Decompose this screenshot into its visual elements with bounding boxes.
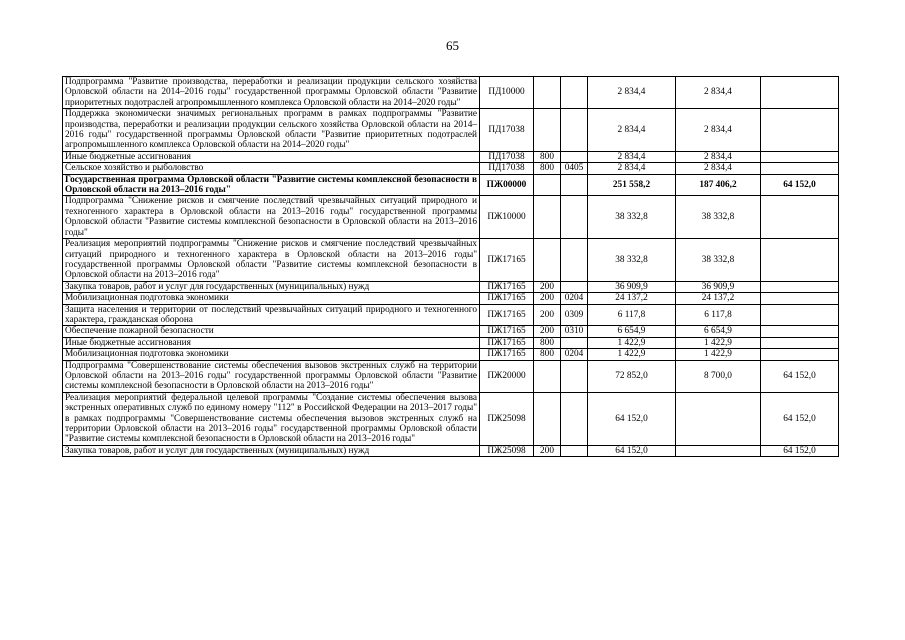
amount-regional: 24 137,2 xyxy=(676,293,761,304)
section-code xyxy=(561,337,588,348)
section-code xyxy=(561,239,588,282)
expense-type: 800 xyxy=(534,337,561,348)
expense-type: 800 xyxy=(534,163,561,174)
target-code: ПД17038 xyxy=(480,109,534,152)
table-row xyxy=(63,196,839,239)
row-description: Закупка товаров, работ и услуг для государственных (муниципальных) нужд xyxy=(63,445,480,456)
row-description: Мобилизационная подготовка экономики xyxy=(63,293,480,304)
expense-type xyxy=(534,196,561,239)
amount-total: 64 152,0 xyxy=(588,392,676,445)
table-row xyxy=(63,174,839,196)
amount-total: 1 422,9 xyxy=(588,337,676,348)
row-description: Подпрограмма "Совершенствование системы обеспечения вызовов экстренных служб на территории Орловской области на 2013–2016 годы" государственной программы Орловской области "Развитие системы комплексной безопасности в Орловской области на 2013–2016 годы" xyxy=(63,360,480,392)
amount-regional: 6 117,8 xyxy=(676,304,761,326)
row-description: Иные бюджетные ассигнования xyxy=(63,337,480,348)
table-row xyxy=(63,77,839,109)
amount-total: 2 834,4 xyxy=(588,109,676,152)
amount-regional: 38 332,8 xyxy=(676,196,761,239)
amount-federal xyxy=(761,293,839,304)
target-code: ПЖ17165 xyxy=(480,281,534,292)
section-code: 0309 xyxy=(561,304,588,326)
page-number: 65 xyxy=(446,38,459,53)
section-code xyxy=(561,281,588,292)
section-code xyxy=(561,445,588,456)
target-code: ПЖ17165 xyxy=(480,304,534,326)
amount-total: 2 834,4 xyxy=(588,151,676,162)
section-code: 0310 xyxy=(561,326,588,337)
target-code: ПЖ25098 xyxy=(480,392,534,445)
table-row xyxy=(63,304,839,326)
expense-type xyxy=(534,174,561,196)
row-description: Подпрограмма "Снижение рисков и смягчение последствий чрезвычайных ситуаций природного и техногенного характера в Орловской области на 2013–2016 годы" государственной программы Орловской области "Развитие системы комплексной безопасности в Орловской области на 2013–2016 годы" xyxy=(63,196,480,239)
table-row xyxy=(63,445,839,456)
amount-regional: 8 700,0 xyxy=(676,360,761,392)
target-code: ПЖ25098 xyxy=(480,445,534,456)
amount-regional: 6 654,9 xyxy=(676,326,761,337)
amount-federal xyxy=(761,239,839,282)
amount-regional: 36 909,9 xyxy=(676,281,761,292)
section-code xyxy=(561,109,588,152)
expense-type xyxy=(534,239,561,282)
amount-regional: 38 332,8 xyxy=(676,239,761,282)
expense-type: 200 xyxy=(534,281,561,292)
target-code: ПЖ17165 xyxy=(480,326,534,337)
row-description: Поддержка экономически значимых региональных программ в рамках подпрограммы "Развитие производства, переработки и реализации продукции сельского хозяйства Орловской области на 2014–2016 годы" государственной программы Орловской области "Развитие приоритетных подотраслей агропромышленного комплекса Орловской области на 2014–2020 годы" xyxy=(63,109,480,152)
amount-total: 2 834,4 xyxy=(588,77,676,109)
budget-table xyxy=(62,76,839,457)
table-row xyxy=(63,337,839,348)
amount-federal xyxy=(761,109,839,152)
table-row xyxy=(63,326,839,337)
row-description: Сельское хозяйство и рыболовство xyxy=(63,163,480,174)
target-code: ПЖ17165 xyxy=(480,349,534,360)
expense-type: 200 xyxy=(534,304,561,326)
section-code: 0204 xyxy=(561,293,588,304)
expense-type: 200 xyxy=(534,326,561,337)
expense-type: 200 xyxy=(534,445,561,456)
target-code: ПЖ17165 xyxy=(480,337,534,348)
target-code: ПЖ00000 xyxy=(480,174,534,196)
table-row xyxy=(63,360,839,392)
section-code: 0405 xyxy=(561,163,588,174)
table-row xyxy=(63,109,839,152)
amount-federal: 64 152,0 xyxy=(761,445,839,456)
row-description: Защита населения и территории от последствий чрезвычайных ситуаций природного и техногенного характера, гражданская оборона xyxy=(63,304,480,326)
amount-total: 6 654,9 xyxy=(588,326,676,337)
amount-federal xyxy=(761,196,839,239)
amount-regional: 187 406,2 xyxy=(676,174,761,196)
expense-type xyxy=(534,392,561,445)
amount-federal xyxy=(761,163,839,174)
expense-type xyxy=(534,360,561,392)
amount-regional: 1 422,9 xyxy=(676,337,761,348)
amount-total: 38 332,8 xyxy=(588,196,676,239)
amount-federal xyxy=(761,151,839,162)
section-code xyxy=(561,174,588,196)
amount-total: 24 137,2 xyxy=(588,293,676,304)
amount-regional: 2 834,4 xyxy=(676,109,761,152)
amount-federal: 64 152,0 xyxy=(761,392,839,445)
amount-federal xyxy=(761,349,839,360)
section-code xyxy=(561,196,588,239)
table-row xyxy=(63,281,839,292)
amount-total: 251 558,2 xyxy=(588,174,676,196)
amount-regional xyxy=(676,392,761,445)
expense-type xyxy=(534,109,561,152)
amount-total: 36 909,9 xyxy=(588,281,676,292)
table-row xyxy=(63,293,839,304)
amount-regional xyxy=(676,445,761,456)
amount-federal: 64 152,0 xyxy=(761,174,839,196)
expense-type: 200 xyxy=(534,293,561,304)
amount-federal xyxy=(761,326,839,337)
amount-federal xyxy=(761,77,839,109)
amount-total: 64 152,0 xyxy=(588,445,676,456)
amount-federal xyxy=(761,337,839,348)
expense-type xyxy=(534,77,561,109)
expense-type: 800 xyxy=(534,349,561,360)
target-code: ПЖ17165 xyxy=(480,239,534,282)
table-row xyxy=(63,349,839,360)
table-row xyxy=(63,151,839,162)
amount-regional: 1 422,9 xyxy=(676,349,761,360)
amount-regional: 2 834,4 xyxy=(676,77,761,109)
amount-regional: 2 834,4 xyxy=(676,151,761,162)
target-code: ПЖ17165 xyxy=(480,293,534,304)
section-code: 0204 xyxy=(561,349,588,360)
row-description: Обеспечение пожарной безопасности xyxy=(63,326,480,337)
target-code: ПД17038 xyxy=(480,151,534,162)
amount-federal: 64 152,0 xyxy=(761,360,839,392)
amount-total: 6 117,8 xyxy=(588,304,676,326)
target-code: ПД17038 xyxy=(480,163,534,174)
amount-regional: 2 834,4 xyxy=(676,163,761,174)
amount-total: 38 332,8 xyxy=(588,239,676,282)
amount-total: 1 422,9 xyxy=(588,349,676,360)
row-description: Реализация мероприятий федеральной целевой программы "Создание системы обеспечения вызова экстренных оперативных служб по единому номеру "112" в Российской Федерации на 2013–2017 годы" в рамках подпрограммы "Совершенствование системы обеспечения вызовов экстренных служб на территории Орловской области на 2013–2016 годы" государственной программы Орловской области "Развитие системы комплексной безопасности в Орловской области на 2013–2016 годы" xyxy=(63,392,480,445)
section-code xyxy=(561,392,588,445)
row-description: Иные бюджетные ассигнования xyxy=(63,151,480,162)
amount-federal xyxy=(761,281,839,292)
row-description: Закупка товаров, работ и услуг для государственных (муниципальных) нужд xyxy=(63,281,480,292)
target-code: ПЖ20000 xyxy=(480,360,534,392)
expense-type: 800 xyxy=(534,151,561,162)
row-description: Государственная программа Орловской области "Развитие системы комплексной безопасности в Орловской области на 2013–2016 годы" xyxy=(63,174,480,196)
amount-total: 2 834,4 xyxy=(588,163,676,174)
row-description: Мобилизационная подготовка экономики xyxy=(63,349,480,360)
section-code xyxy=(561,360,588,392)
target-code: ПД10000 xyxy=(480,77,534,109)
amount-federal xyxy=(761,304,839,326)
table-row xyxy=(63,239,839,282)
table-row xyxy=(63,163,839,174)
row-description: Подпрограмма "Развитие производства, переработки и реализации продукции сельского хозяйства Орловской области на 2014–2016 годы" государственной программы Орловской области "Развитие приоритетных подотраслей агропромышленного комплекса Орловской области на 2014–2020 годы" xyxy=(63,77,480,109)
section-code xyxy=(561,77,588,109)
amount-total: 72 852,0 xyxy=(588,360,676,392)
section-code xyxy=(561,151,588,162)
table-row xyxy=(63,392,839,445)
target-code: ПЖ10000 xyxy=(480,196,534,239)
row-description: Реализация мероприятий подпрограммы "Снижение рисков и смягчение последствий чрезвычайных ситуаций природного и техногенного характера в Орловской области на 2013–2016 годы" государственной программы Орловской области "Развитие системы комплексной безопасности в Орловской области на 2013–2016 года" xyxy=(63,239,480,282)
